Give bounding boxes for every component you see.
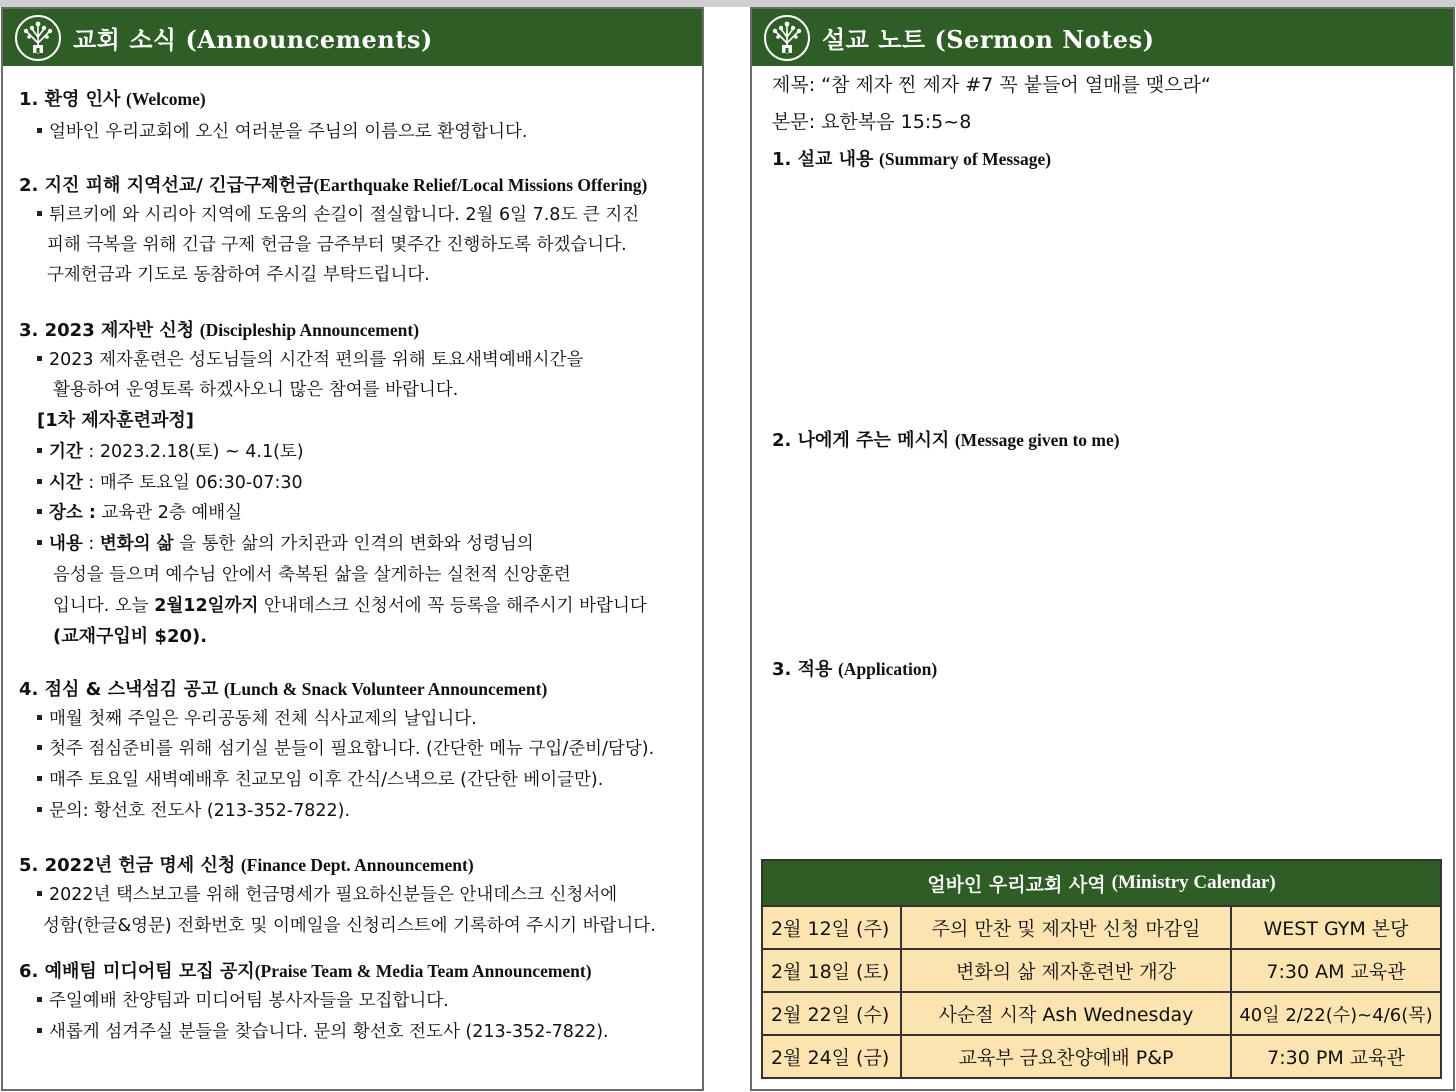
section-6-line-2 [37, 1020, 609, 1044]
square-bullet-icon [37, 807, 42, 812]
section-5-text-2: 성함(한글&영문) 전화번호 및 이메일을 신청리스트에 기록하여 주시기 바랍니다. [43, 916, 656, 936]
section-5-text-1: 2022년 택스보고를 위해 헌금명세가 필요하신분들은 안내데스크 신청서에 [49, 885, 618, 905]
calendar-detail: 7:30 AM 교육관 [1230, 950, 1440, 991]
square-bullet-icon [37, 128, 42, 133]
calendar-title-ko: 얼바인 우리교회 사역 [927, 873, 1106, 896]
square-bullet-icon [37, 1028, 42, 1033]
square-bullet-icon [37, 715, 42, 720]
calendar-date: 2월 24일 (금) [771, 1047, 890, 1069]
section-2-text-2: 피해 극복을 위해 긴급 구제 헌금을 금주부터 몇주간 진행하도록 하겠습니다. [47, 235, 627, 255]
calendar-row [763, 1034, 1440, 1077]
question-1-ko: 1. 설교 내용 [772, 149, 874, 170]
content-text-2: 음성을 들으며 예수님 안에서 축복된 삶을 살게하는 실천적 신앙훈련 [53, 565, 571, 585]
course-time [37, 471, 303, 495]
section-5-line-1 [37, 883, 617, 907]
course-period [37, 440, 304, 464]
section-3-line-1 [37, 348, 583, 372]
church-tree-logo-icon [764, 15, 810, 61]
square-bullet-icon [37, 448, 42, 453]
section-2-heading [19, 173, 647, 198]
square-bullet-icon [37, 776, 42, 781]
calendar-row [763, 991, 1440, 1034]
calendar-date: 2월 22일 (수) [771, 1004, 890, 1026]
section-6-heading-ko: 6. 예배팀 미디어팀 모집 공지 [19, 961, 255, 982]
section-5-heading [19, 853, 474, 878]
section-4-line-3 [37, 768, 603, 792]
section-4-text-2: 첫주 점심준비를 위해 섬기실 분들이 필요합니다. (간단한 메뉴 구입/준비/담당). [49, 739, 655, 759]
calendar-detail: WEST GYM 본당 [1230, 907, 1440, 948]
question-1-en: (Summary of Message) [879, 149, 1052, 169]
notes-question-2 [772, 428, 1120, 453]
square-bullet-icon [37, 540, 42, 545]
calendar-event: 주의 만찬 및 제자반 신청 마감일 [900, 907, 1230, 948]
section-4-heading-en: (Lunch & Snack Volunteer Announcement) [223, 679, 548, 699]
section-3-heading-en: (Discipleship Announcement) [199, 320, 420, 340]
section-2-text-1: 튀르키에 와 시리아 지역에 도움의 손길이 절실합니다. 2월 6일 7.8도 큰 지진 [49, 205, 640, 225]
square-bullet-icon [37, 745, 42, 750]
sermon-notes-title [822, 20, 1154, 55]
time-label: 시간 [49, 473, 83, 493]
section-1-heading-en: (Welcome) [126, 89, 206, 109]
ministry-calendar [761, 859, 1442, 1079]
course-place [37, 501, 242, 525]
section-4-heading [19, 677, 547, 702]
content-label: 내용 [49, 534, 83, 554]
church-tree-logo-icon [15, 15, 61, 61]
deadline-highlight: 2월12일까지 [154, 596, 259, 616]
course-content [37, 532, 534, 556]
sermon-subject: 제목: “참 제자 찐 제자 #7 꼭 붙들어 열매를 맺으라“ [772, 74, 1211, 96]
sermon-title-ko: 설교 노트 [822, 26, 926, 54]
square-bullet-icon [37, 211, 42, 216]
square-bullet-icon [37, 891, 42, 896]
section-4-line-1 [37, 707, 477, 731]
section-2-text-3: 구제헌금과 기도로 동참하여 주시길 부탁드립니다. [47, 265, 430, 285]
section-4-text-3: 매주 토요일 새벽예배후 친교모임 이후 간식/스낵으로 (간단한 베이글만). [49, 770, 604, 790]
square-bullet-icon [37, 356, 42, 361]
sermon-notes-header [752, 9, 1453, 66]
section-5-heading-en: (Finance Dept. Announcement) [240, 855, 474, 875]
question-2-ko: 2. 나에게 주는 메시지 [772, 430, 950, 451]
section-6-text-2: 새롭게 섬겨주실 분들을 찾습니다. 문의 황선호 전도사 (213-352-7822). [49, 1022, 609, 1042]
sermon-scripture: 본문: 요한복음 15:5~8 [772, 111, 972, 133]
content-highlight: 변화의 삶 [99, 534, 174, 554]
section-4-text-4: 문의: 황선호 전도사 (213-352-7822). [49, 801, 351, 821]
section-4-text-1: 매월 첫째 주일은 우리공동체 전체 식사교제의 날입니다. [49, 709, 477, 729]
section-6-heading-en: (Praise Team & Media Team Announcement) [254, 961, 592, 981]
calendar-event: 사순절 시작 Ash Wednesday [900, 993, 1230, 1034]
sermon-notes-panel [750, 7, 1455, 1091]
time-value: : 매주 토요일 06:30-07:30 [82, 473, 303, 493]
announcements-title-en: (Announcements) [185, 25, 433, 54]
section-6-text-1: 주일예배 찬양팀과 미디어팀 봉사자들을 모집합니다. [49, 991, 449, 1011]
section-2-heading-ko: 2. 지진 피해 지역선교/ 긴급구제헌금 [19, 175, 314, 196]
calendar-event: 교육부 금요찬양예배 P&P [900, 1036, 1230, 1077]
notes-question-3 [772, 657, 937, 682]
content-text-1: 을 통한 삶의 가치관과 인격의 변화와 성령님의 [173, 534, 534, 554]
square-bullet-icon [37, 997, 42, 1002]
section-1-heading-ko: 1. 환영 인사 [19, 89, 121, 110]
section-4-line-2 [37, 737, 654, 761]
square-bullet-icon [37, 509, 42, 514]
content-line-3 [53, 594, 647, 618]
calendar-detail: 7:30 PM 교육관 [1230, 1036, 1440, 1077]
textbook-fee: (교재구입비 $20). [53, 626, 208, 647]
announcements-title-ko: 교회 소식 [73, 26, 177, 54]
section-3-text-1: 2023 제자훈련은 성도님들의 시간적 편의를 위해 토요새벽예배시간을 [49, 350, 584, 370]
section-5-heading-ko: 5. 2022년 헌금 명세 신청 [19, 855, 236, 876]
question-3-en: (Application) [837, 659, 938, 679]
square-bullet-icon [37, 479, 42, 484]
sermon-title-en: (Sermon Notes) [934, 25, 1155, 54]
question-3-ko: 3. 적용 [772, 659, 833, 680]
section-3-heading [19, 318, 419, 343]
calendar-title-en: (Ministry Calendar) [1111, 872, 1276, 893]
period-label: 기간 [49, 442, 83, 462]
section-3-heading-ko: 3. 2023 제자반 신청 [19, 320, 195, 341]
content-separator: : [82, 534, 100, 554]
section-3-text-2: 활용하여 운영토록 하겠사오니 많은 참여를 바랍니다. [53, 380, 459, 400]
section-4-heading-ko: 4. 점심 & 스낵섬김 공고 [19, 679, 219, 700]
calendar-row [763, 905, 1440, 948]
content-text-3b: 안내데스크 신청서에 꼭 등록을 해주시기 바랍니다 [258, 596, 647, 616]
calendar-detail: 40일 2/22(수)~4/6(목) [1230, 993, 1440, 1034]
place-value: 교육관 2층 예배실 [95, 503, 243, 523]
section-1-text-1: 얼바인 우리교회에 오신 여러분을 주님의 이름으로 환영합니다. [49, 122, 528, 142]
period-value: : 2023.2.18(토) ~ 4.1(토) [82, 442, 304, 462]
announcements-header [3, 9, 702, 66]
calendar-header [763, 861, 1440, 905]
section-1-heading [19, 87, 206, 112]
section-2-heading-en: (Earthquake Relief/Local Missions Offering) [313, 175, 648, 195]
course-title: [1차 제자훈련과정] [37, 410, 194, 431]
section-1-line-1 [37, 120, 527, 144]
section-4-line-4 [37, 799, 350, 823]
calendar-row [763, 948, 1440, 991]
place-label: 장소 : [49, 503, 96, 523]
window-top-strip [0, 0, 1456, 7]
announcements-panel [1, 7, 704, 1091]
content-text-3a: 입니다. 오늘 [53, 596, 155, 616]
section-6-line-1 [37, 989, 449, 1013]
section-6-heading [19, 959, 592, 984]
announcements-title [73, 20, 433, 55]
question-2-en: (Message given to me) [954, 430, 1120, 450]
notes-question-1 [772, 147, 1051, 172]
calendar-date: 2월 12일 (주) [771, 918, 890, 940]
section-2-line-1 [37, 203, 639, 227]
calendar-event: 변화의 삶 제자훈련반 개강 [900, 950, 1230, 991]
calendar-date: 2월 18일 (토) [771, 961, 890, 983]
